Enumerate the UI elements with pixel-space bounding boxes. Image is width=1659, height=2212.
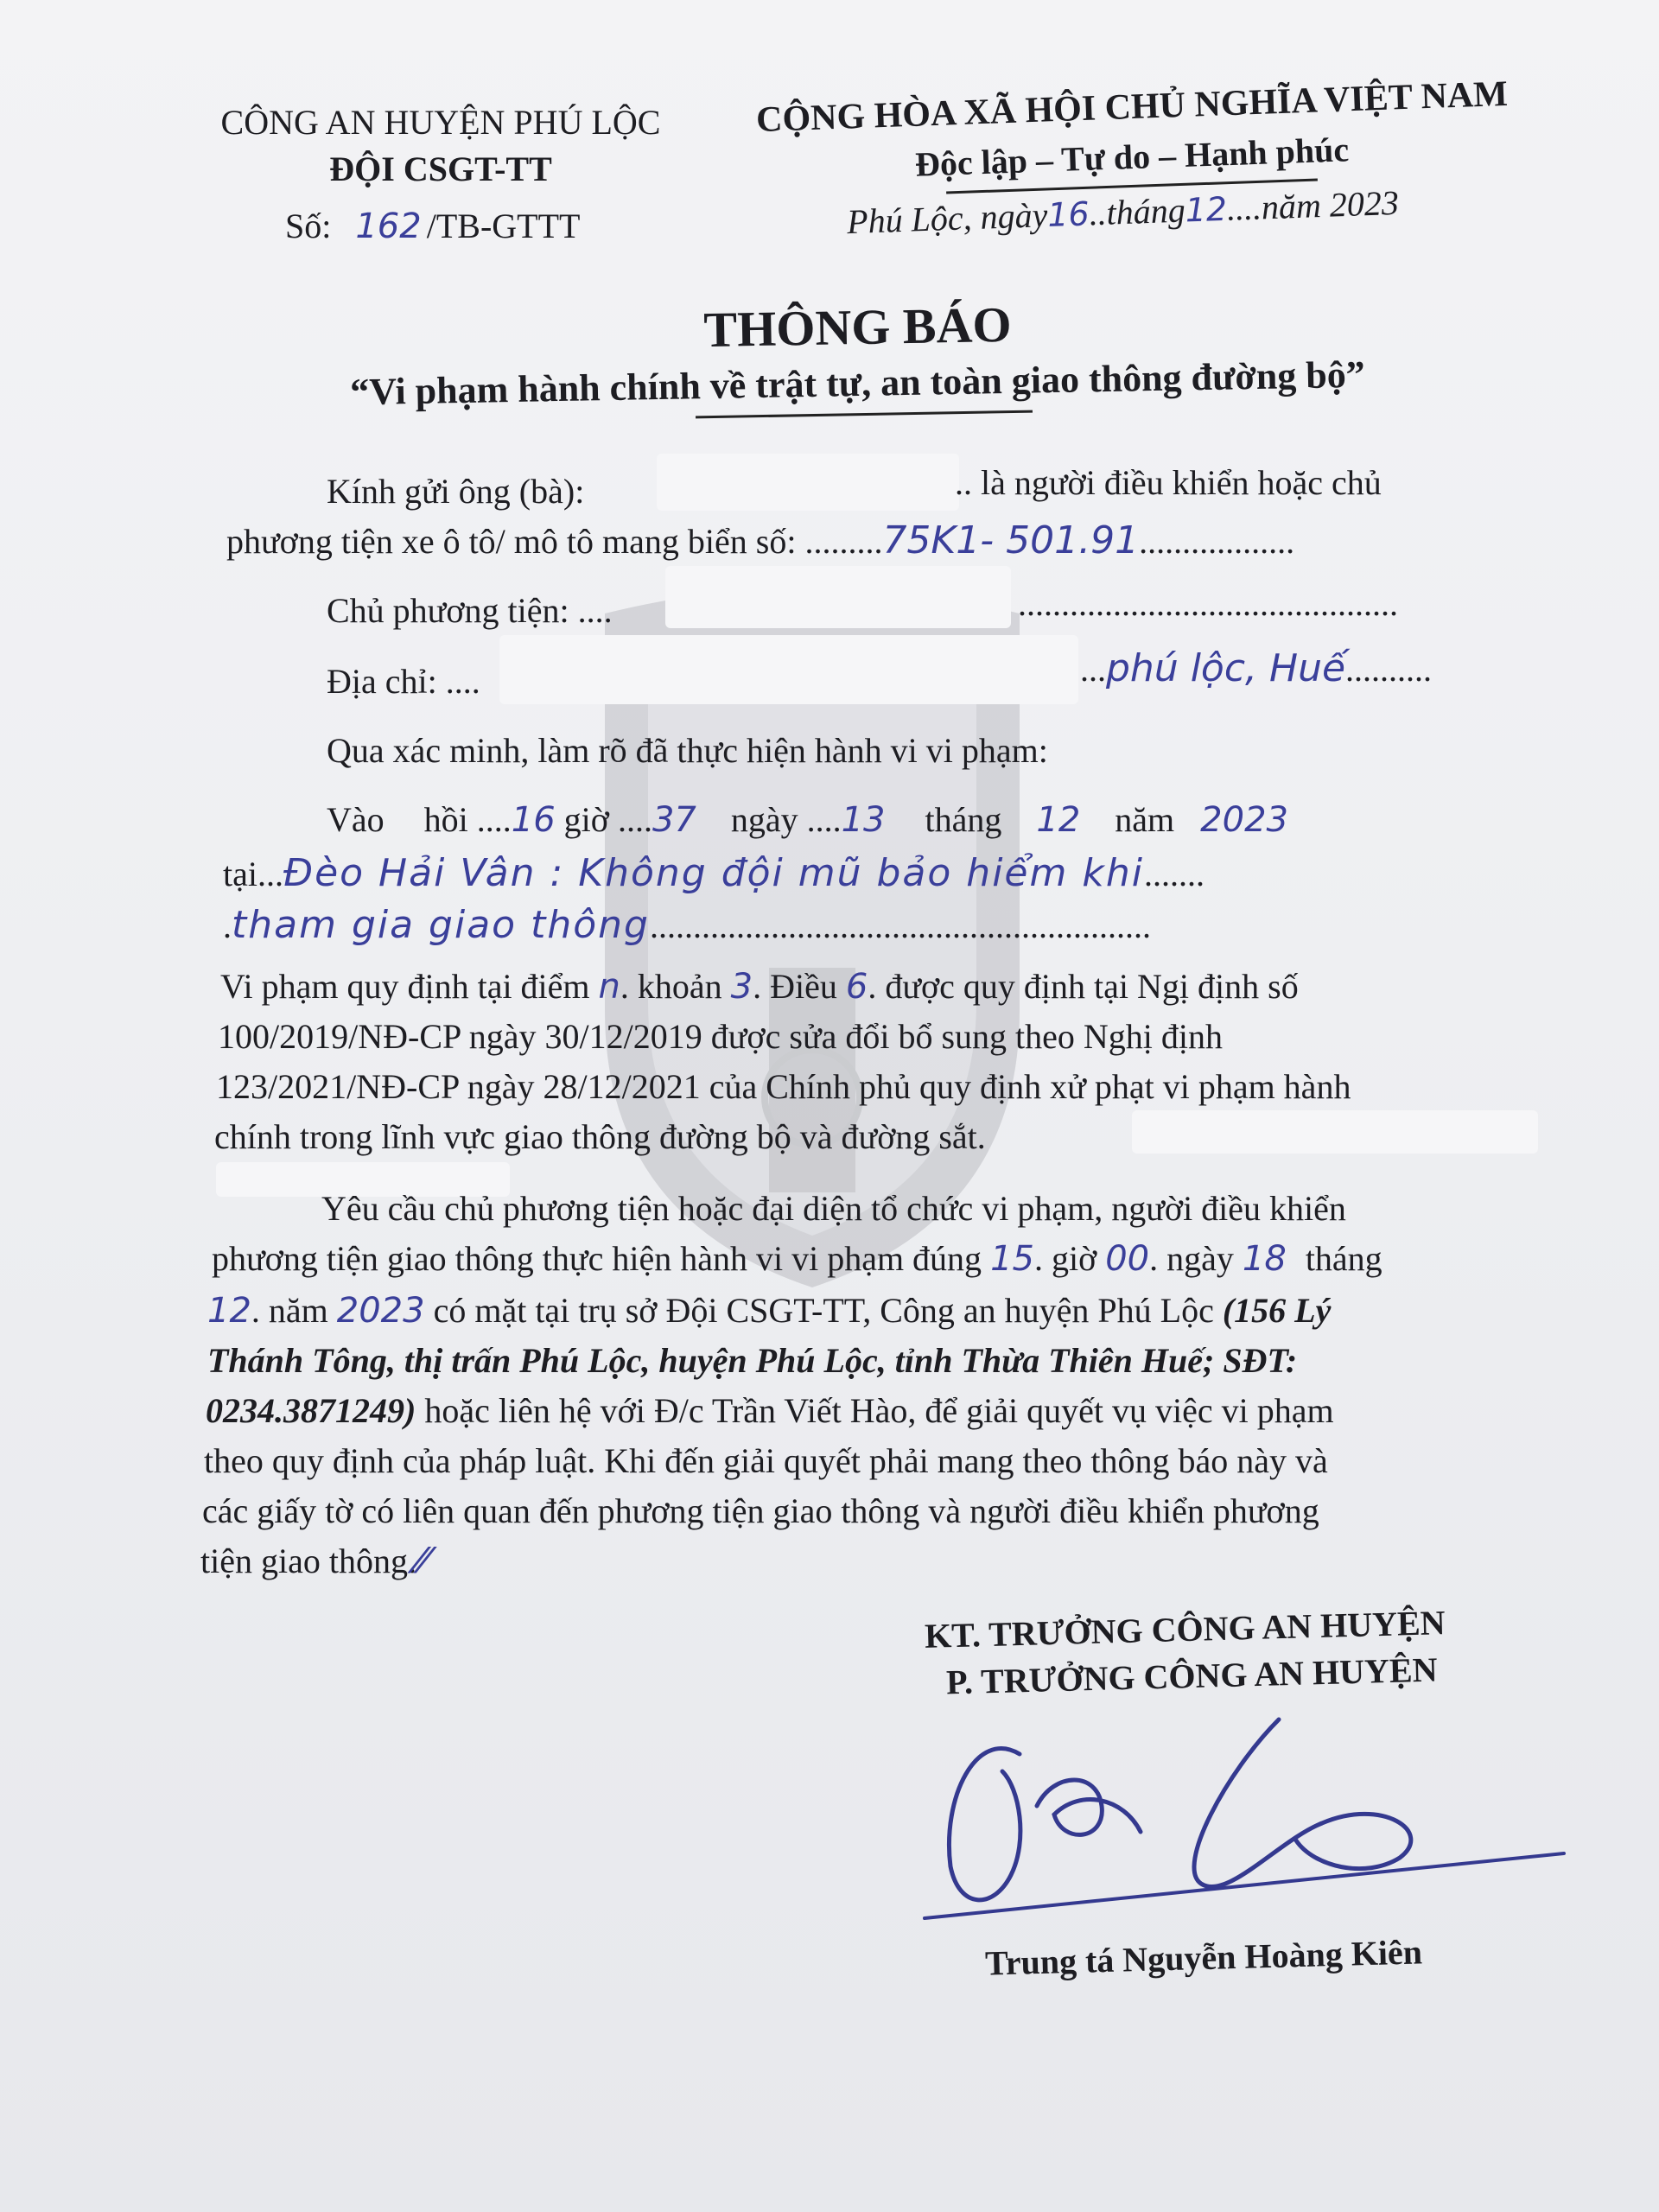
time-label-hoi: hồi [423, 800, 468, 839]
request-line-1: Yêu cầu chủ phương tiện hoặc đại diện tổ chức vi phạm, người điều khiển [321, 1189, 1346, 1228]
date-place: Phú Lộc, ngày [846, 195, 1049, 242]
appointment-minute: 00 [1105, 1239, 1150, 1279]
country-name: CỘNG HÒA XÃ HỘI CHỦ NGHĨA VIỆT NAM [755, 73, 1509, 141]
issuing-unit: ĐỘI CSGT-TT [329, 149, 552, 188]
signer-name: Trung tá Nguyễn Hoàng Kiên [984, 1932, 1423, 1983]
violation-place: Đèo Hải Vân : Không đội mũ bảo hiểm khi [283, 851, 1144, 895]
address-part-a: (156 Lý [1222, 1291, 1332, 1330]
appointment-hour: 15 [990, 1239, 1034, 1279]
request-text-5b: hoặc liên hệ với Đ/c Trần Viết Hào, để giải quyết vụ việc vi phạm [424, 1391, 1334, 1430]
day-label: ngày [730, 800, 798, 839]
number-value: 162 [355, 207, 422, 246]
issue-date: Phú Lộc, ngày16..tháng12....năm 2023 [846, 182, 1400, 242]
request-text-3b: có mặt tại trụ sở Đội CSGT-TT, Công an huyện Phú Lộc [433, 1291, 1214, 1330]
appointment-month: 12 [207, 1291, 251, 1331]
plate-label: phương tiện xe ô tô/ mô tô mang biển số: [226, 522, 797, 561]
regulation-line-3: 123/2021/NĐ-CP ngày 28/12/2021 của Chính phủ quy định xử phạt vi phạm hành [216, 1067, 1351, 1106]
violation-day: 13 [841, 800, 886, 840]
redacted-extra [1132, 1110, 1538, 1154]
regulation-point: n [598, 967, 620, 1007]
owner-label: Chủ phương tiện: [327, 591, 569, 630]
violation-year: 2023 [1200, 800, 1288, 840]
violation-month: 12 [1036, 800, 1081, 840]
regulation-clause: 3 [730, 967, 753, 1007]
appointment-hour-label: giờ [1051, 1239, 1097, 1278]
request-line-7: các giấy tờ có liên quan đến phương tiện giao thông và người điều khiển phương [202, 1491, 1319, 1530]
clause-label: khoản [637, 967, 722, 1006]
redacted-address [499, 635, 1078, 704]
address-part-c: 0234.3871249) [206, 1391, 416, 1430]
month-label: tháng [925, 800, 1002, 839]
issuing-agency: CÔNG AN HUYỆN PHÚ LỘC [220, 103, 661, 142]
date-month-label: tháng [1105, 190, 1186, 232]
request-text-2a: phương tiện giao thông thực hiện hành vi vi phạm đúng [212, 1239, 982, 1278]
place-label: tại [223, 855, 257, 893]
hour-label: giờ [563, 800, 609, 839]
owner-line: Chủ phương tiện: .... [327, 591, 613, 630]
redacted-owner [665, 566, 1011, 628]
national-motto: Độc lập – Tự do – Hạnh phúc [914, 130, 1350, 184]
year-label: năm [1115, 800, 1175, 839]
regulation-line-4: chính trong lĩnh vực giao thông đường bộ và đường sắt. [214, 1117, 986, 1156]
violation-minute: 37 [652, 800, 696, 840]
handwritten-signature [916, 1694, 1573, 1936]
address-line: Địa chỉ: .... [327, 662, 480, 701]
appointment-month-label: tháng [1305, 1239, 1382, 1278]
plate-line: phương tiện xe ô tô/ mô tô mang biển số: .........75K1- 501.91.................. [226, 518, 1295, 563]
document-title: THÔNG BÁO [702, 296, 1013, 359]
redacted-name [657, 454, 959, 511]
regulation-text-b: được quy định tại Ngị định số [885, 967, 1299, 1006]
address-value-line: ...phú lộc, Huế.......... [1080, 646, 1433, 690]
appointment-year-label: năm [268, 1291, 328, 1330]
request-line-6: theo quy định của pháp luật. Khi đến giải quyết phải mang theo thông báo này và [204, 1441, 1328, 1480]
violation-intro: Qua xác minh, làm rõ đã thực hiện hành vi vi phạm: [327, 731, 1048, 770]
date-day: 16 [1046, 194, 1090, 235]
request-line-5 [206, 1390, 1334, 1431]
request-line-3: 12. năm 2023 có mặt tại trụ sở Đội CSGT-TT, Công an huyện Phú Lộc (156 Lý [207, 1291, 1332, 1331]
regulation-line-1: Vi phạm quy định tại điểm n. khoản 3. Điều 6. được quy định tại Ngị định số [220, 967, 1299, 1007]
violation-hour: 16 [511, 800, 556, 840]
violation-place-line: tại...Đèo Hải Vân : Không đội mũ bảo hiểm khi....... [223, 851, 1205, 895]
violation-place-line-2: .tham gia giao thông.......................................................... [223, 903, 1151, 947]
owner-dots: ............................................ [1018, 584, 1398, 623]
appointment-year: 2023 [336, 1291, 425, 1331]
number-suffix: /TB-GTTT [426, 207, 581, 245]
salutation-line [327, 471, 584, 512]
address-label: Địa chỉ: [327, 662, 437, 701]
document-subtitle: “Vi phạm hành chính về trật tự, an toàn giao thông đường bộ” [349, 353, 1366, 414]
regulation-text-a: Vi phạm quy định tại điểm [220, 967, 590, 1006]
request-text-8: tiện giao thông. [200, 1541, 416, 1580]
article-label: Điều [770, 967, 837, 1006]
time-label-vao: Vào [327, 800, 385, 839]
date-year-label: năm 2023 [1261, 182, 1400, 227]
date-month: 12 [1184, 189, 1228, 230]
address-value: phú lộc, Huế [1106, 646, 1346, 690]
violation-place-2: tham gia giao thông [232, 903, 650, 947]
regulation-line-2: 100/2019/NĐ-CP ngày 30/12/2019 được sửa đổi bổ sung theo Nghị định [218, 1017, 1223, 1056]
signer-title-2: P. TRƯỞNG CÔNG AN HUYỆN [945, 1649, 1439, 1702]
request-line-2: phương tiện giao thông thực hiện hành vi vi phạm đúng 15. giờ 00. ngày 18 tháng [212, 1239, 1382, 1279]
plate-value: 75K1- 501.91 [882, 518, 1140, 563]
regulation-article: 6 [845, 967, 868, 1007]
request-line-4: Thánh Tông, thị trấn Phú Lộc, huyện Phú Lộc, tỉnh Thừa Thiên Huế; SĐT: [207, 1341, 1298, 1380]
request-line-8: tiện giao thông.⁄⁄ [200, 1541, 429, 1581]
number-prefix: Số: [285, 207, 332, 245]
violation-time-line: Vào hồi ....16 giờ ....37 ngày ....13 tháng 12 năm 2023 [327, 800, 1288, 840]
signer-title-1: KT. TRƯỞNG CÔNG AN HUYỆN [924, 1603, 1446, 1656]
document-number [285, 206, 580, 246]
appointment-day-label: ngày [1166, 1239, 1234, 1278]
subtitle-underline [696, 410, 1033, 419]
role-text: .. là người điều khiển hoặc chủ [955, 463, 1382, 502]
salutation-label: Kính gửi ông (bà): [327, 472, 585, 511]
appointment-day: 18 [1242, 1239, 1287, 1279]
